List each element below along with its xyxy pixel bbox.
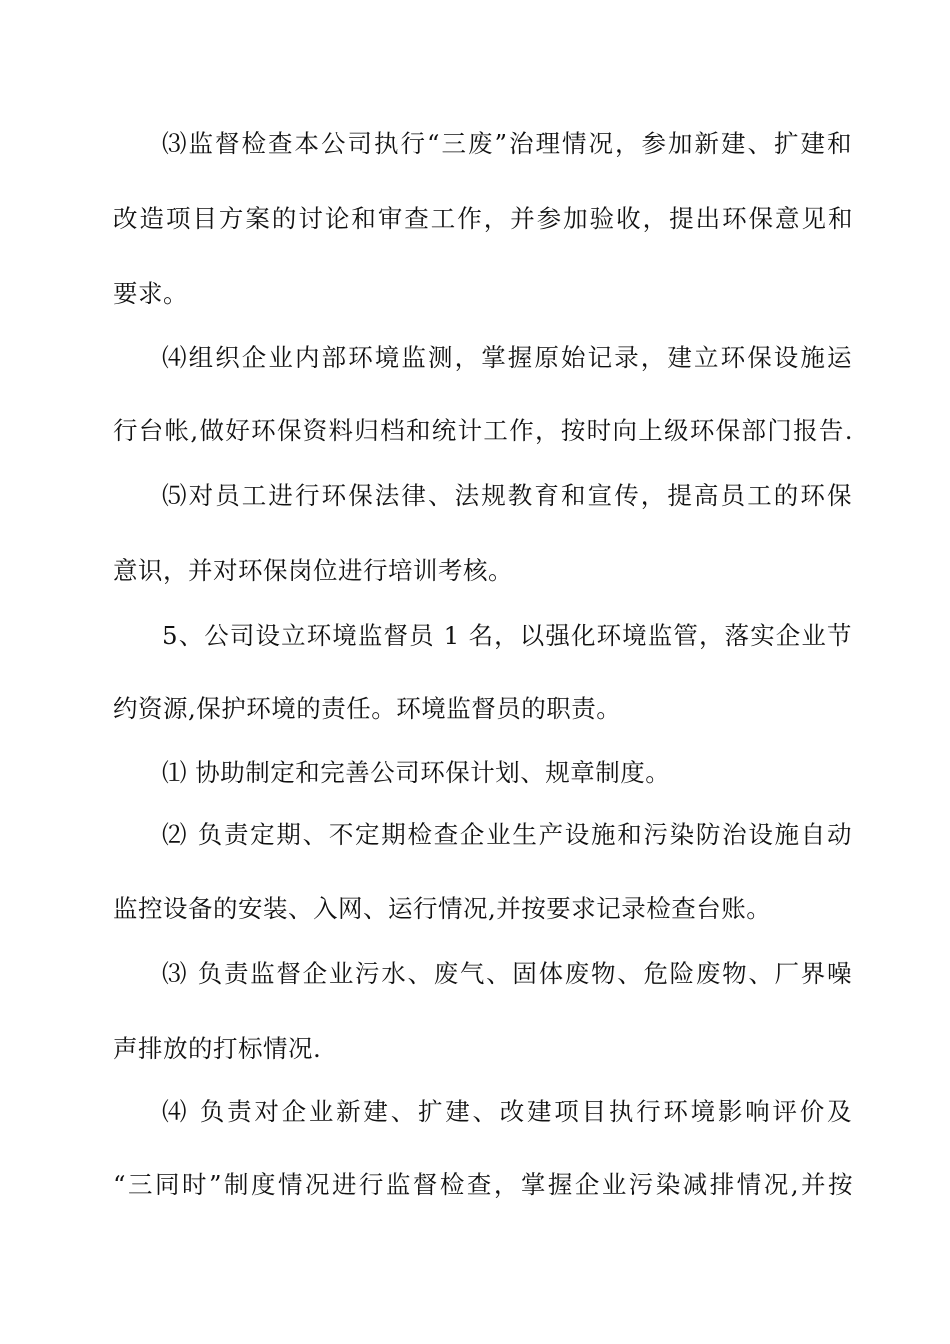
paragraph-line: ⑴ 协助制定和完善公司环保计划、规章制度。 — [162, 758, 671, 787]
paragraph-line: 意识，并对环保岗位进行培训考核。 — [113, 556, 513, 585]
paragraph-line: 要求。 — [113, 279, 188, 308]
paragraph-line: 改造项目方案的讨论和审查工作，并参加验收，提出环保意见和 — [113, 204, 853, 233]
paragraph-line: ⑸对员工进行环保法律、法规教育和宣传，提高员工的环保 — [162, 481, 852, 510]
paragraph-line: 声排放的打标情况. — [113, 1034, 322, 1063]
paragraph-line: ⑶监督检查本公司执行“三废”治理情况，参加新建、扩建和 — [162, 129, 852, 158]
paragraph-line: 行台帐,做好环保资料归档和统计工作，按时向上级环保部门报告. — [113, 416, 853, 445]
paragraph-line: ⑶ 负责监督企业污水、废气、固体废物、危险废物、厂界噪 — [162, 959, 852, 988]
paragraph-line: 5、公司设立环境监督员 1 名，以强化环境监管，落实企业节 — [162, 621, 852, 650]
paragraph-line: ⑷ 负责对企业新建、扩建、改建项目执行环境影响评价及 — [162, 1097, 852, 1126]
paragraph-line: 监控设备的安装、入网、运行情况,并按要求记录检查台账。 — [113, 894, 772, 923]
paragraph-line: ⑵ 负责定期、不定期检查企业生产设施和污染防治设施自动 — [162, 820, 852, 849]
paragraph-line: 约资源,保护环境的责任。环境监督员的职责。 — [113, 694, 622, 723]
paragraph-line: ⑷组织企业内部环境监测，掌握原始记录，建立环保设施运 — [162, 343, 852, 372]
paragraph-line: “三同时”制度情况进行监督检查，掌握企业污染减排情况,并按 — [113, 1170, 853, 1199]
